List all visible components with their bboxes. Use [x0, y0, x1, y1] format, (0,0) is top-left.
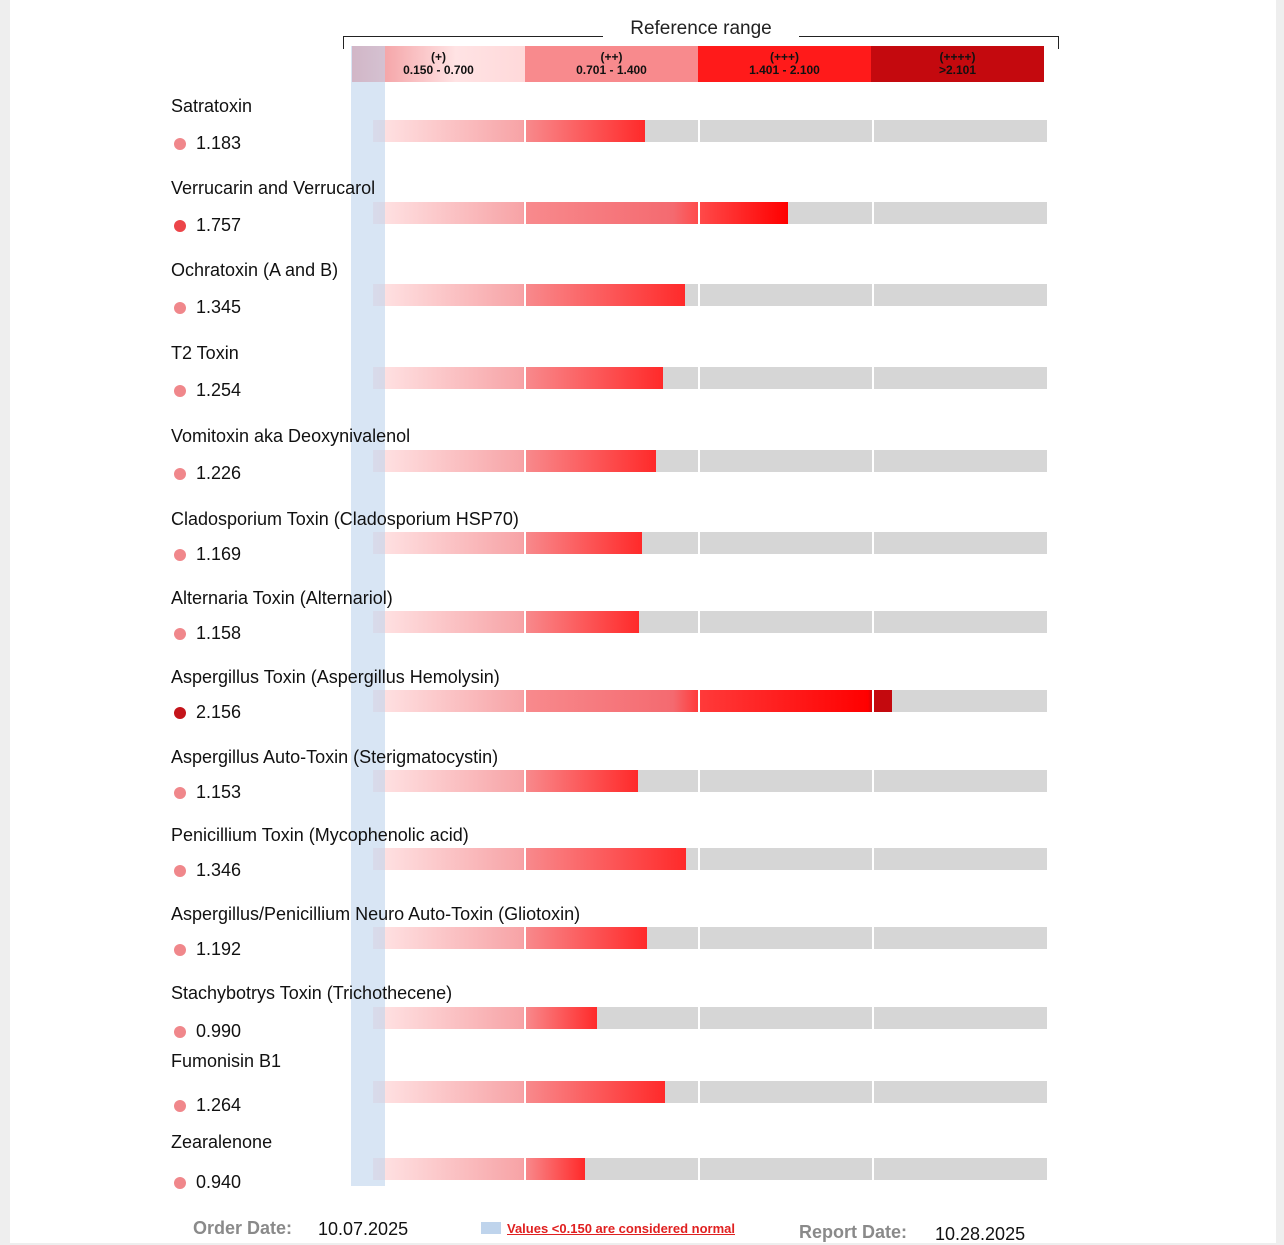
toxin-value: 1.153 [196, 782, 242, 802]
range-level-4 [871, 46, 1044, 82]
result-row [0, 983, 1284, 1053]
bar-segment-divider [698, 770, 700, 792]
result-bar-fill [373, 770, 638, 792]
toxin-value-group [174, 297, 241, 318]
severity-dot-icon [174, 1100, 186, 1112]
toxin-value: 2.156 [196, 702, 242, 722]
toxin-value-group [174, 623, 241, 644]
bar-segment-divider [872, 690, 874, 712]
range-level-3-label: (+++) [769, 50, 799, 64]
toxin-name: Ochratoxin (A and B) [171, 260, 339, 280]
bar-segment-divider [872, 611, 874, 633]
range-level-4-range: >2.101 [938, 63, 977, 77]
report-date-value: 10.28.2025 [935, 1224, 1026, 1244]
result-bar-track [373, 611, 1047, 633]
report-footer [0, 1214, 1284, 1243]
result-row [0, 426, 1284, 496]
result-bar-fill [373, 367, 663, 389]
result-row [0, 825, 1284, 895]
severity-dot-icon [174, 1026, 186, 1038]
severity-dot-icon [174, 1177, 186, 1189]
bar-segment-divider [524, 202, 526, 224]
bar-segment-divider [872, 1007, 874, 1029]
toxin-name: Satratoxin [171, 96, 253, 116]
severity-dot-icon [174, 787, 186, 799]
bar-segment-divider [872, 1158, 874, 1180]
bar-segment-divider [698, 848, 700, 870]
result-row [0, 588, 1284, 658]
result-bar-fill [373, 927, 647, 949]
toxin-value-group [174, 1021, 241, 1042]
severity-dot-icon [174, 628, 186, 640]
result-bar-track [373, 202, 1047, 224]
result-bar-fill [373, 848, 686, 870]
result-bar-track [373, 1007, 1047, 1029]
result-row [0, 1132, 1284, 1202]
range-level-3 [698, 46, 871, 82]
normal-legend-swatch [481, 1222, 501, 1234]
result-bar-track [373, 120, 1047, 142]
toxin-value: 0.990 [196, 1021, 242, 1041]
severity-dot-icon [174, 302, 186, 314]
bar-segment-divider [524, 532, 526, 554]
toxin-name: Cladosporium Toxin (Cladosporium HSP70) [171, 509, 519, 529]
result-bar-fill [373, 120, 645, 142]
toxin-value-group [174, 1095, 241, 1116]
bar-segment-divider [524, 120, 526, 142]
result-bar-track [373, 1158, 1047, 1180]
range-level-1-label: (+) [431, 50, 446, 64]
result-bar-track [373, 284, 1047, 306]
toxin-value-group [174, 215, 241, 236]
result-row [0, 747, 1284, 817]
bar-segment-divider [698, 1007, 700, 1029]
result-bar-track [373, 690, 1047, 712]
result-row [0, 260, 1284, 330]
bar-segment-divider [698, 690, 700, 712]
bar-segment-divider [872, 120, 874, 142]
result-bar-track [373, 367, 1047, 389]
reference-range-title: Reference range [603, 18, 799, 40]
bar-segment-divider [698, 927, 700, 949]
bar-segment-divider [524, 927, 526, 949]
bar-segment-divider [698, 532, 700, 554]
result-row [0, 1051, 1284, 1121]
bar-segment-divider [524, 284, 526, 306]
toxin-name: Zearalenone [171, 1132, 273, 1152]
bar-segment-divider [698, 1081, 700, 1103]
range-level-3-range: 1.401 - 2.100 [749, 63, 820, 77]
bar-segment-divider [698, 202, 700, 224]
bar-segment-divider [872, 848, 874, 870]
bar-segment-divider [872, 770, 874, 792]
bar-segment-divider [872, 927, 874, 949]
toxin-value: 1.264 [196, 1095, 242, 1115]
toxin-value: 1.254 [196, 380, 242, 400]
result-bar-track [373, 450, 1047, 472]
toxin-value-group [174, 463, 241, 484]
report-date-label: Report Date: [799, 1222, 908, 1242]
range-level-2-range: 0.701 - 1.400 [576, 63, 647, 77]
order-date-value: 10.07.2025 [318, 1219, 409, 1239]
range-level-2 [525, 46, 698, 82]
result-row [0, 96, 1284, 166]
result-bar-fill [373, 202, 788, 224]
toxin-name: Vomitoxin aka Deoxynivalenol [171, 426, 411, 446]
toxin-name: Aspergillus Toxin (Aspergillus Hemolysin) [171, 667, 500, 687]
severity-dot-icon [174, 707, 186, 719]
toxin-value: 0.940 [196, 1172, 242, 1192]
bar-segment-divider [872, 532, 874, 554]
bar-segment-divider [698, 1158, 700, 1180]
toxin-value-group [174, 380, 241, 401]
bar-segment-divider [872, 450, 874, 472]
toxin-name: T2 Toxin [171, 343, 239, 363]
bar-segment-divider [524, 367, 526, 389]
result-bar-track [373, 927, 1047, 949]
severity-dot-icon [174, 468, 186, 480]
toxin-value: 1.757 [196, 215, 242, 235]
toxin-value-group [174, 939, 241, 960]
bar-segment-divider [524, 770, 526, 792]
toxin-value-group [174, 702, 241, 723]
toxin-value: 1.346 [196, 860, 242, 880]
toxin-name: Alternaria Toxin (Alternariol) [171, 588, 393, 608]
result-bar-track [373, 770, 1047, 792]
result-row [0, 178, 1284, 248]
result-bar-fill [373, 690, 892, 712]
toxin-name: Aspergillus Auto-Toxin (Sterigmatocystin) [171, 747, 499, 767]
result-bar-fill [373, 532, 642, 554]
bar-segment-divider [524, 611, 526, 633]
toxin-name: Verrucarin and Verrucarol [171, 178, 376, 198]
severity-dot-icon [174, 220, 186, 232]
result-bar-track [373, 848, 1047, 870]
bar-segment-divider [524, 1007, 526, 1029]
toxin-value: 1.169 [196, 544, 242, 564]
bar-segment-divider [698, 120, 700, 142]
bar-segment-divider [524, 848, 526, 870]
range-legend-bar [352, 46, 1044, 82]
result-bar-fill [373, 450, 656, 472]
normal-range-band [351, 46, 385, 1186]
range-level-1-range: 0.150 - 0.700 [403, 63, 474, 77]
toxin-value-group [174, 1172, 241, 1193]
result-bar-fill [373, 1007, 597, 1029]
result-bar-fill [373, 611, 639, 633]
bar-segment-divider [524, 1081, 526, 1103]
toxin-value-group [174, 860, 241, 881]
toxin-value: 1.158 [196, 623, 242, 643]
toxin-name: Stachybotrys Toxin (Trichothecene) [171, 983, 453, 1003]
toxin-name: Fumonisin B1 [171, 1051, 282, 1071]
toxin-value: 1.345 [196, 297, 242, 317]
toxin-value: 1.192 [196, 939, 242, 959]
bar-segment-divider [872, 367, 874, 389]
result-row [0, 343, 1284, 413]
result-bar-track [373, 532, 1047, 554]
toxin-name: Aspergillus/Penicillium Neuro Auto-Toxin (Gliotoxin) [171, 904, 581, 924]
result-row [0, 667, 1284, 737]
bar-segment-divider [698, 611, 700, 633]
toxin-value: 1.183 [196, 133, 242, 153]
severity-dot-icon [174, 865, 186, 877]
toxin-value-group [174, 782, 241, 803]
bar-segment-divider [698, 367, 700, 389]
bar-segment-divider [698, 450, 700, 472]
result-bar-track [373, 1081, 1047, 1103]
result-bar-fill [373, 1158, 585, 1180]
bar-segment-divider [872, 1081, 874, 1103]
bar-segment-divider [524, 1158, 526, 1180]
result-bar-fill [373, 284, 685, 306]
toxin-value-group [174, 544, 241, 565]
toxin-name: Penicillium Toxin (Mycophenolic acid) [171, 825, 469, 845]
toxin-value: 1.226 [196, 463, 242, 483]
bar-segment-divider [872, 284, 874, 306]
result-row [0, 904, 1284, 974]
severity-dot-icon [174, 385, 186, 397]
severity-dot-icon [174, 944, 186, 956]
bar-segment-divider [524, 450, 526, 472]
result-bar-fill [373, 1081, 665, 1103]
severity-dot-icon [174, 138, 186, 150]
bar-segment-divider [524, 690, 526, 712]
normal-legend-text: Values <0.150 are considered normal [507, 1221, 735, 1236]
reference-range-header [343, 18, 1059, 48]
bar-segment-divider [698, 284, 700, 306]
toxin-value-group [174, 133, 241, 154]
order-date-label: Order Date: [193, 1218, 293, 1238]
range-level-2-label: (++) [600, 50, 623, 64]
severity-dot-icon [174, 549, 186, 561]
range-level-4-label: (++++) [939, 50, 976, 64]
result-row [0, 509, 1284, 579]
bar-segment-divider [872, 202, 874, 224]
